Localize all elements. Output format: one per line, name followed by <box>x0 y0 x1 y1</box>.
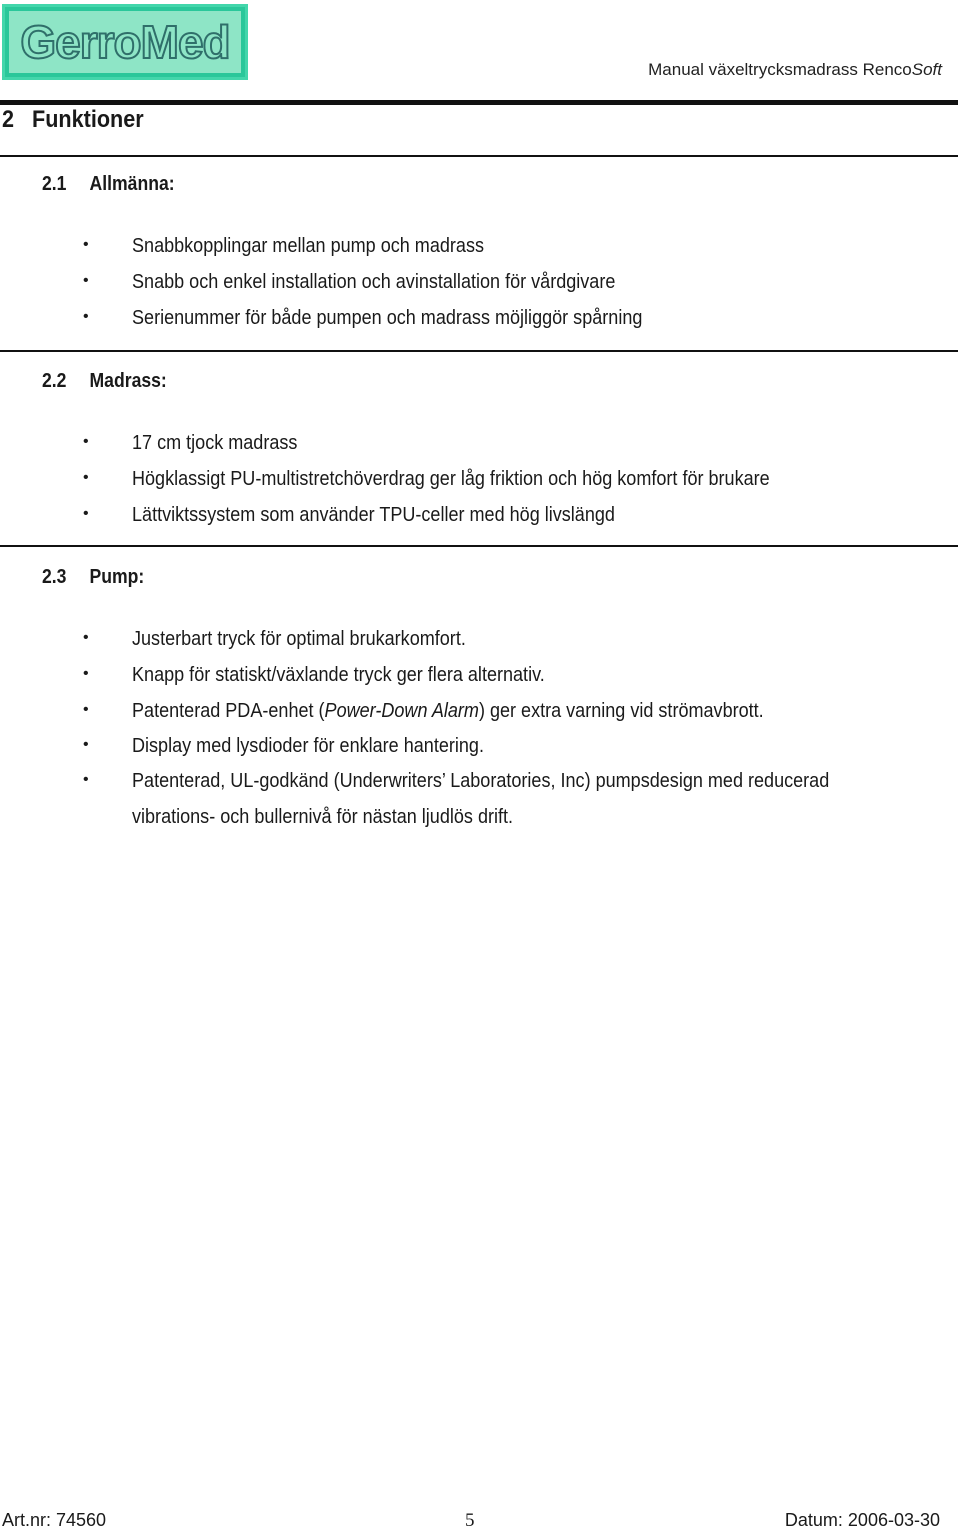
logo-text: GerroMed <box>20 16 230 68</box>
list-item: Patenterad, UL-godkänd (Underwriters’ Laboratories, Inc) pumpsdesign med reducerad <box>132 769 830 792</box>
section-number: 2.2 <box>42 370 67 392</box>
bullet: • <box>83 236 89 253</box>
list-item: Snabb och enkel installation och avinstallation för vårdgivare <box>132 270 616 293</box>
section-heading-allmanna <box>42 173 175 196</box>
bullet: • <box>83 469 89 486</box>
article-number: Art.nr: 74560 <box>2 1510 107 1530</box>
page-number: 5 <box>465 1510 475 1531</box>
bullet: • <box>83 308 89 325</box>
section-title: Madrass: <box>89 370 167 392</box>
list-item-continuation: vibrations- och bullernivå för nästan ljudlös drift. <box>132 805 514 828</box>
list-item: 17 cm tjock madrass <box>132 431 298 454</box>
list-item: Högklassigt PU-multistretchöverdrag ger låg friktion och hög komfort för brukare <box>132 467 770 490</box>
list-item: Lättviktssystem som använder TPU-celler med hög livslängd <box>132 503 615 526</box>
bullet: • <box>83 433 89 450</box>
chapter-title: Funktioner <box>32 106 144 133</box>
document-title-italic: Soft <box>911 60 942 79</box>
bullet: • <box>83 505 89 522</box>
bullet: • <box>83 771 89 788</box>
chapter-heading <box>2 106 144 134</box>
list-item-text: ) ger extra varning vid strömavbrott. <box>478 699 764 722</box>
section-title: Pump: <box>89 566 145 588</box>
section-rule <box>0 350 958 352</box>
document-date: Datum: 2006-03-30 <box>784 1510 940 1530</box>
list-item <box>132 699 764 723</box>
list-item-text: Patenterad PDA-enhet ( <box>132 699 325 722</box>
section-title: Allmänna: <box>89 173 175 195</box>
section-heading-madrass <box>42 370 167 393</box>
bullet: • <box>83 272 89 289</box>
list-item: Serienummer för både pumpen och madrass möjliggör spårning <box>132 306 643 329</box>
bullet: • <box>83 629 89 646</box>
list-item: Snabbkopplingar mellan pump och madrass <box>132 234 484 257</box>
bullet: • <box>83 736 89 753</box>
section-heading-pump <box>42 566 144 589</box>
list-item: Knapp för statiskt/växlande tryck ger flera alternativ. <box>132 663 545 686</box>
list-item-italic: Power-Down Alarm <box>324 699 479 722</box>
chapter-number: 2 <box>2 106 15 133</box>
bullet: • <box>83 701 89 718</box>
header-rule <box>0 100 958 105</box>
list-item: Display med lysdioder för enklare hantering. <box>132 734 484 757</box>
chapter-rule <box>0 155 958 157</box>
document-title <box>648 60 942 80</box>
bullet: • <box>83 665 89 682</box>
document-title-main: Manual växeltrycksmadrass Renco <box>648 60 912 79</box>
section-number: 2.3 <box>42 566 67 588</box>
gerromed-logo <box>2 4 248 80</box>
section-rule <box>0 545 958 547</box>
section-number: 2.1 <box>42 173 67 195</box>
list-item: Justerbart tryck för optimal brukarkomfort. <box>132 627 466 650</box>
